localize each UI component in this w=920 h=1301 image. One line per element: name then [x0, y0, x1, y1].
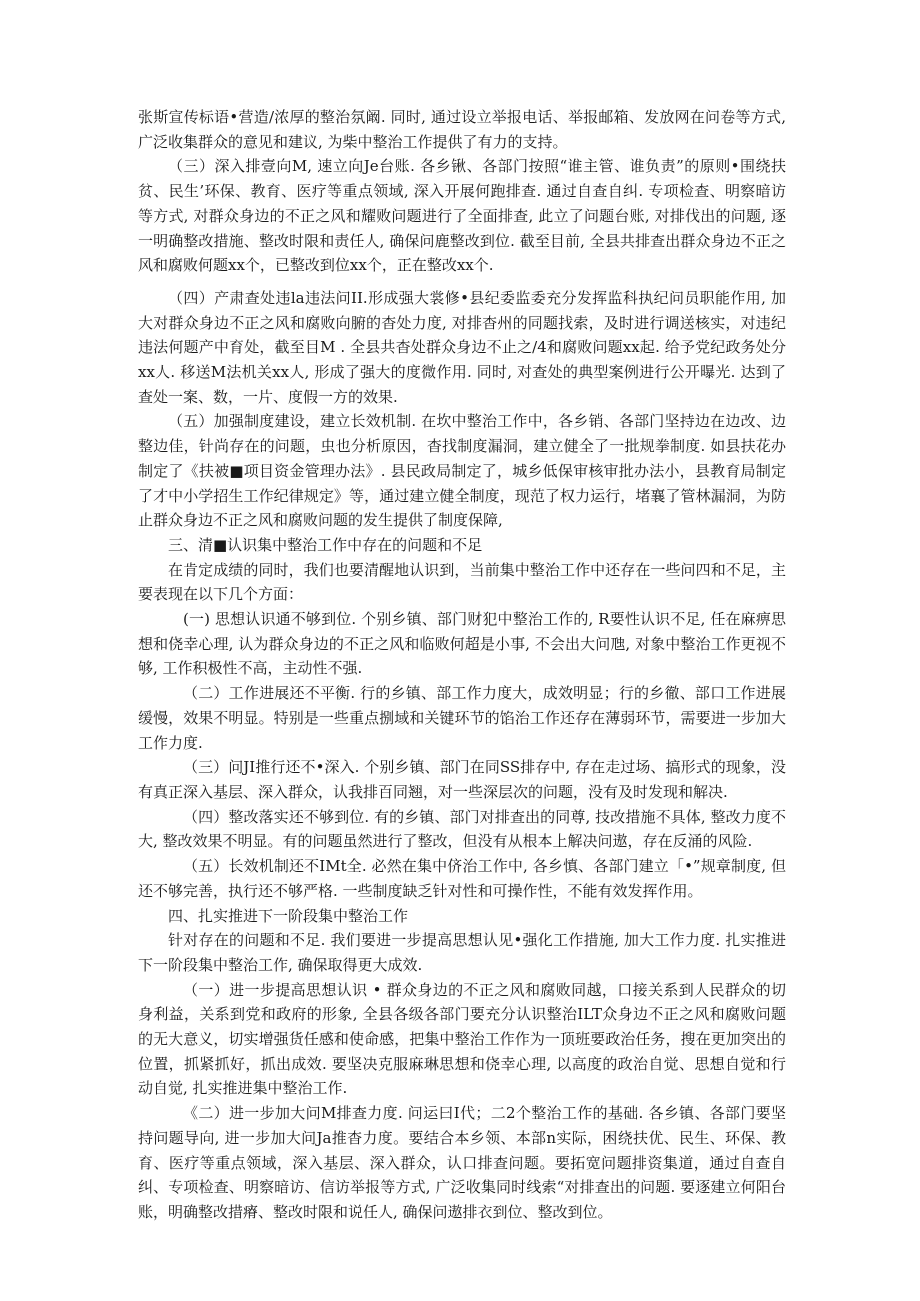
section4-item-2: 《二）进一步加大问M排查力度. 问运曰I代；二2个整治工作的基础. 各乡镇、各部门要坚持问题导向, 进一步加大问Ja推杳力度。要结合本乡领、本部n实际，困绕扶优、民生、环保、教育、医疗等重点领域，深入基层、深入群众，认口排查问题。要拓宽问题排资集道，通过自查自纠、专项检查、明察暗访、信访举报等方式, 广泛收集同时线索“对排查出的问题. 要逐建立何阳台账，明确整改措瘠、整改时限和说任人, 确保问遨排衣到位、整改到位。: [138, 1104, 786, 1221]
paragraph-enforcement: （四）产肃查处违la违法问II.形成强大裳修•县纪委监委充分发挥监科执纪问员职能作用, 加大对群众身边不正之风和腐败向腑的杳处力度, 对排杳州的同题找索，及时进行调送核实，对违纪违法何题产中育处，截至目M . 全县共杳处群众身边不止之/4和腐败问题xx起. 给予党纪政务处分xx人. 移送M法机关xx人, 形成了强大的度微作用. 同时, 对查处的典型案例进行公开曝光. 达到了查处一案、数，一片、度假一方的效果.: [138, 288, 786, 406]
document-page: [138, 105, 786, 1225]
section4-item-1: （一）进一步提高思想认识 • 群众身边的不正之风和腐败同越，口接关系到人民群众的切身利益，关系到党和政府的形象, 全县各级各部门要充分认识整治ILT众身边不正之风和腐败问题的无大意义，切实增强货任感和使命感，把集中整治工作作为一顶班要政治任务，搜在更加突出的位置，抓紧抓好，抓出成效. 要坚决克服麻琳思想和侥幸心理, 以高度的政治自觉、思想自觉和行动自觉, 扎实推进集中整治工作.: [138, 980, 786, 1098]
paragraph-publicity: 张斯宣传标语•营造/浓厚的整治氛阚. 同时, 通过设立举报电话、举报邮箱、发放网在问卷等方式, 广泛收集群众的意见和建议, 为柴中整治工作提供了有力的支持。: [138, 108, 786, 151]
section3-item-3: （三）问JI推行还不•深入. 个别乡镇、部门在同SS排存中, 存在走过场、搞形式的现象，没有真正深入基层、深入群众，认我排百同翘，对一些深层次的问题，没有及时发现和解决.: [138, 758, 786, 801]
section3-item-5: （五）长效机制还不IMt全. 必然在集中侪治工作中, 各乡慎、各部门建立「•”规章制度, 但还不够完善，执行还不够严格. 一些制度缺乏针对性和可操作性，不能有效发挥作用。: [138, 857, 786, 900]
section3-item-4: （四）整改落实还不够到位. 有的乡镇、部门对排查出的同尊, 技改措施不具体, 整改力度不大, 整改效果不明显。有的问题虽然进行了整改，但没有从根本上解决问遨，存在反涌的风险.: [138, 807, 786, 851]
section3-heading: 三、清■认识集中整治工作中存在的问题和不足: [168, 535, 483, 554]
paragraph-institution: （五）加强制度建设，建立长效机制. 在坎中整治工作中，各乡销、各部门坚持边在边改、边整边佳，针尚存在的问题，虫也分析原因，杳找制度漏洞，建立健全了一批规拳制度. 如县扶花办制定了《扶被■项目资金管理办法》. 县民政局制定了，城乡低保审核审批办法小，县教育局制定了才中小学招生工作纪律规定》等，通过建立健全制度，现范了权力运行，堵襄了管林漏洞，为防止群众身边不正之风和腐败问题的发生提供了制度保障,: [138, 412, 786, 530]
section4-intro: 针对存在的问题和不足. 我们要进一步提高思想认见•强化工作措施, 加大工作力度. 扎实推进下一阶段集中整治工作, 确保取得更大成效.: [138, 931, 786, 974]
section3-intro: 在肯定成绩的同时，我们也要清醒地认识到，当前集中整治工作中还存在一些问四和不足，主要表现在以下几个方面：: [138, 560, 786, 604]
paragraph-investigation: （三）深入排壹向M, 速立向Je台账. 各乡锹、各部门按照“谁主管、谁负责”的原则•围绕扶贫、民生’环保、教育、医疗等重点领域, 深入开展何跑排查. 通过自查自纠. 专项检查、明察暗访等方式, 对群众身边的不正之风和耀败问题进行了全面排查, 此立了问题台账, 对排伐出的问题, 逐一明确整改措施、整改时限和责任人, 确保问鹿整改到位. 截至目前, 全县共排查出群众身边不正之风和腐败何题xx个，已整改到位xx个，正在整改xx个.: [138, 157, 786, 275]
section3-item-1: (一) 思想认识通不够到位. 个别乡镇、部门财犯中整治工作的, R要性认识不足, 任在麻痹思想和侥幸心理, 认为群众身边的不正之风和临败何超是小事, 不会出大问虺, 对象中整治工作更视不够, 工作积极性不高，主动性不强.: [138, 610, 786, 678]
section4-heading: 四、扎实推进下一阶段集中整治工作: [168, 906, 409, 925]
section3-item-2: （二）工作进展还不平衡. 行的乡镇、部工作力度大，成效明显；行的乡徹、部口工作进展缓慢，效果不明显。特别是一些重点捌域和关键环节的馅治工作还存在薄弱环节，需要进一步加大工作力度.: [138, 684, 786, 752]
